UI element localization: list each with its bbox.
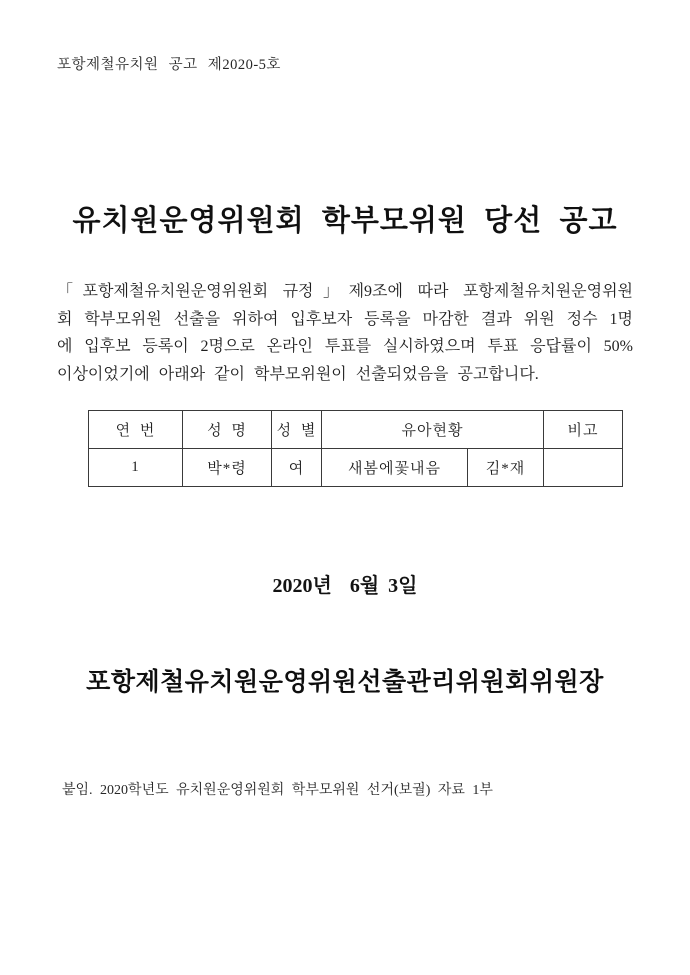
cell-gender: 여 — [272, 449, 322, 487]
body-line-1: 「포항제철유치원운영위원회 규정」제9조에 따라 포항제철유치원운영위원 — [57, 283, 633, 300]
header-child-status: 유아현황 — [322, 411, 544, 449]
attachment-note: 붙임. 2020학년도 유치원운영위원회 학부모위원 선거(보궐) 자료 1부 — [62, 783, 493, 798]
table-row — [89, 449, 623, 487]
cell-name: 박*령 — [183, 449, 272, 487]
header-serial-number: 연 번 — [89, 411, 183, 449]
cell-remarks — [544, 449, 623, 487]
table-header-row — [89, 411, 623, 449]
header-name: 성 명 — [183, 411, 272, 449]
body-line-3: 에 입후보 등록이 2명으로 온라인 투표를 실시하였으며 투표 응답률이 50% — [57, 338, 633, 355]
elected-member-table — [88, 410, 623, 487]
cell-child-name: 김*재 — [468, 449, 544, 487]
header-gender: 성 별 — [272, 411, 322, 449]
issuer-signature: 포항제철유치원운영위원선출관리위원회위원장 — [86, 669, 604, 696]
page-title: 유치원운영위원회 학부모위원 당선 공고 — [72, 205, 618, 237]
cell-child-class: 새봄에꽃내음 — [322, 449, 468, 487]
body-line-4: 이상이었기에 아래와 같이 학부모위원이 선출되었음을 공고합니다. — [57, 365, 539, 383]
doc-number: 포항제철유치원 공고 제2020-5호 — [57, 57, 281, 73]
announcement-date: 2020년 6월 3일 — [272, 575, 418, 597]
header-remarks: 비고 — [544, 411, 623, 449]
cell-serial-number: 1 — [89, 449, 183, 487]
body-line-2: 회 학부모위원 선출을 위하여 입후보자 등록을 마감한 결과 위원 정수 1명 — [57, 310, 633, 328]
announcement-body — [57, 278, 633, 388]
